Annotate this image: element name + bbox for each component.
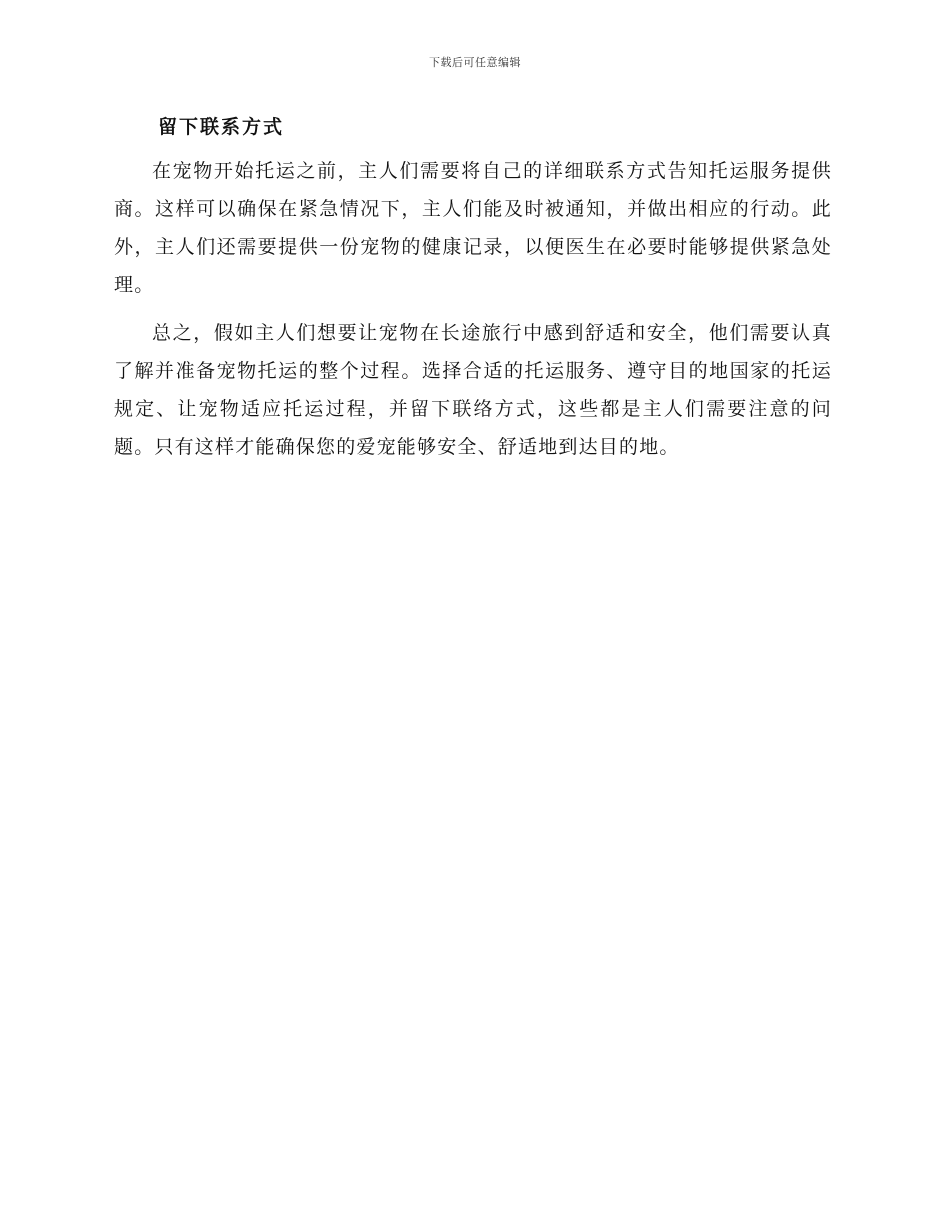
page-header: 下载后可任意编辑 [429,56,521,69]
paragraph-contact-info: 在宠物开始托运之前，主人们需要将自己的详细联系方式告知托运服务提供商。这样可以确保在紧急情况下，主人们能及时被通知，并做出相应的行动。此外，主人们还需要提供一份宠物的健康记录，以便医生在必要时能够提供紧急处理。 [114,160,832,296]
section-heading: 留下联系方式 [158,116,285,138]
paragraph-conclusion: 总之，假如主人们想要让宠物在长途旅行中感到舒适和安全，他们需要认真了解并准备宠物托运的整个过程。选择合适的托运服务、遵守目的地国家的托运规定、让宠物适应托运过程，并留下联络方式，这些都是主人们需要注意的问题。只有这样才能确保您的爱宠能够安全、舒适地到达目的地。 [114,322,832,458]
document-body [114,112,832,476]
